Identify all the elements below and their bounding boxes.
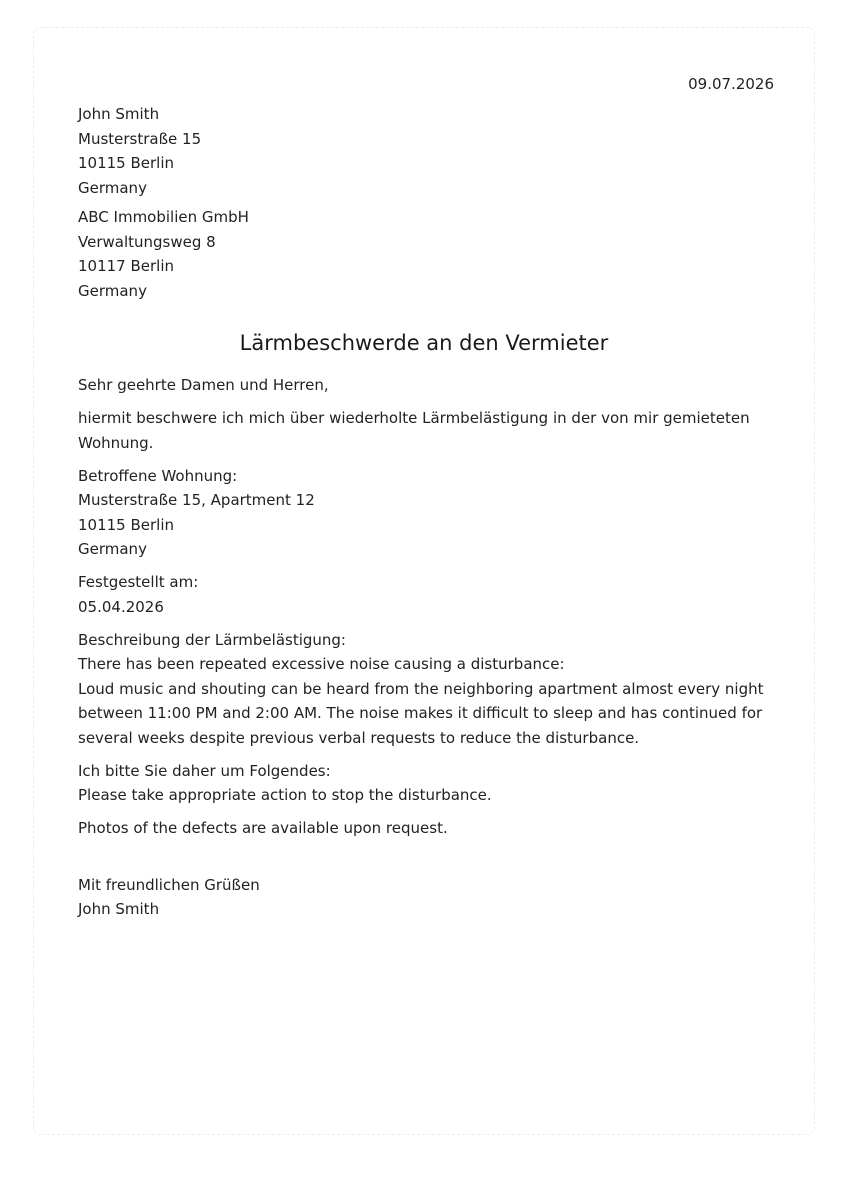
intro-paragraph: hiermit beschwere ich mich über wiederholte Lärmbelästigung in der von mir gemieteten Wohnung. — [78, 409, 750, 452]
letter-body — [78, 373, 778, 930]
request-text: Please take appropriate action to stop the disturbance. — [78, 786, 492, 804]
recipient-address — [78, 205, 249, 303]
description-summary: There has been repeated excessive noise causing a disturbance: — [78, 655, 565, 673]
sender-city: 10115 Berlin — [78, 154, 175, 172]
observed-label: Festgestellt am: — [78, 573, 199, 591]
recipient-country: Germany — [78, 281, 147, 300]
letter-date: 09.07.2026 — [688, 75, 774, 93]
letter-subject: Lärmbeschwerde an den Vermieter — [239, 331, 609, 355]
apartment-block — [78, 464, 778, 562]
letter-page — [33, 27, 815, 1135]
request-label: Ich bitte Sie daher um Folgendes: — [78, 761, 331, 780]
observed-date: 05.04.2026 — [78, 597, 164, 616]
description-detail: Loud music and shouting can be heard from the neighboring apartment almost every night between 11:00 PM and 2:00 AM. The noise makes it difficult to sleep and has continued for several weeks despite previous verbal requests to reduce the disturbance. — [78, 679, 764, 747]
closing-phrase: Mit freundlichen Grüßen — [78, 875, 260, 894]
photos-note: Photos of the defects are available upon request. — [78, 819, 448, 837]
closing-block — [78, 873, 778, 922]
apartment-country: Germany — [78, 540, 147, 558]
sender-street: Musterstraße 15 — [78, 129, 202, 148]
apartment-city: 10115 Berlin — [78, 515, 175, 534]
recipient-street: Verwaltungsweg 8 — [78, 232, 216, 251]
request-block — [78, 759, 778, 808]
sender-name: John Smith — [78, 105, 160, 123]
recipient-city: 10117 Berlin — [78, 257, 175, 275]
recipient-name: ABC Immobilien GmbH — [78, 208, 249, 226]
observed-block — [78, 570, 778, 619]
salutation: Sehr geehrte Damen und Herren, — [78, 376, 329, 394]
signature-name: John Smith — [78, 900, 160, 918]
apartment-label: Betroffene Wohnung: — [78, 466, 238, 485]
sender-address — [78, 102, 201, 200]
apartment-street: Musterstraße 15, Apartment 12 — [78, 491, 315, 509]
description-label: Beschreibung der Lärmbelästigung: — [78, 630, 346, 649]
sender-country: Germany — [78, 178, 147, 197]
description-block — [78, 628, 778, 751]
